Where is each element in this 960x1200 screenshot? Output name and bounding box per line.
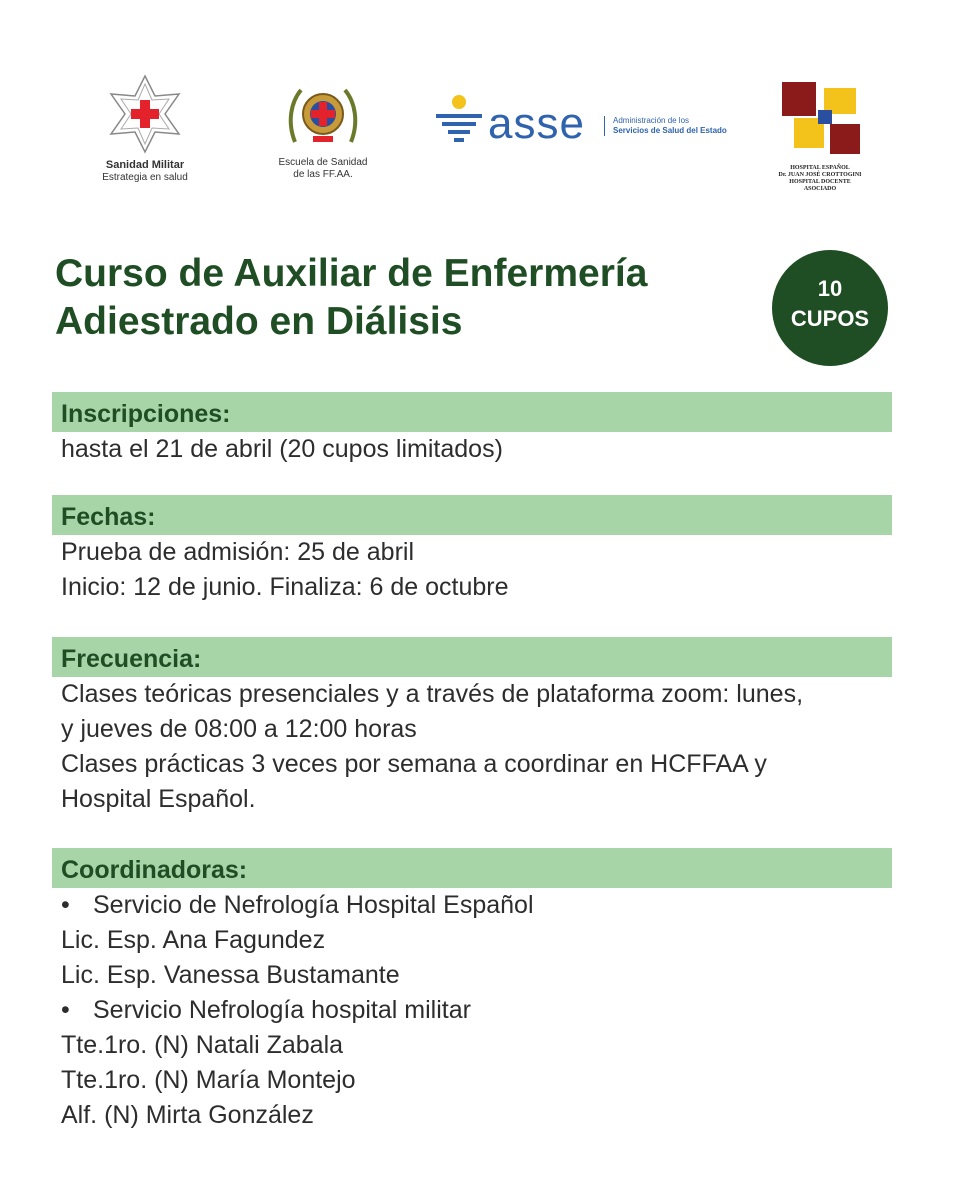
- asse-sun-icon: [434, 94, 484, 150]
- hospital-squares-icon: [778, 80, 862, 160]
- section-coordinadoras: [52, 848, 892, 1133]
- section-line: Alf. (N) Mirta González: [61, 1101, 314, 1129]
- escuela-sanidad-logo: [268, 82, 378, 181]
- section-line: Prueba de admisión: 25 de abril: [61, 538, 415, 566]
- section-line: Inicio: 12 de junio. Finaliza: 6 de octubre: [61, 573, 509, 601]
- asse-wordmark: asse: [488, 99, 585, 148]
- crest-icon: [283, 82, 363, 152]
- section-line: Tte.1ro. (N) María Montejo: [61, 1066, 356, 1094]
- section-line: Lic. Esp. Vanessa Bustamante: [61, 961, 400, 989]
- cupos-number: 10: [817, 276, 843, 301]
- sanidad-militar-logo: [95, 74, 195, 184]
- escuela-line1: Escuela de Sanidad: [278, 157, 368, 168]
- section-heading: Inscripciones:: [52, 392, 892, 432]
- section-line: Lic. Esp. Ana Fagundez: [61, 926, 326, 954]
- asse-subtitle: [604, 116, 727, 136]
- cupos-badge: [772, 250, 888, 366]
- section-frecuencia: [52, 637, 892, 817]
- section-line: Clases teóricas presenciales y a través de plataforma zoom: lunes,: [61, 680, 804, 708]
- asse-subtitle-line2: Servicios de Salud del Estado: [613, 126, 727, 135]
- hospital-espanol-logo: [774, 80, 866, 193]
- sanidad-militar-tagline: Estrategia en salud: [102, 172, 188, 183]
- hospital-line2: Dr. JUAN JOSÉ CROTTOGINI: [778, 172, 862, 178]
- section-line: Hospital Español.: [61, 785, 256, 813]
- star-cross-icon: [105, 74, 185, 154]
- section-line: Tte.1ro. (N) Natali Zabala: [61, 1031, 344, 1059]
- section-line: hasta el 21 de abril (20 cupos limitados): [61, 435, 503, 463]
- bullet-item: • Servicio Nefrología hospital militar: [52, 993, 892, 1028]
- course-title: [55, 250, 775, 346]
- section-inscripciones: [52, 392, 892, 467]
- course-title-line2: Adiestrado en Diálisis: [55, 300, 463, 343]
- section-line: y jueves de 08:00 a 12:00 horas: [61, 715, 417, 743]
- section-heading: Frecuencia:: [52, 637, 892, 677]
- asse-subtitle-line1: Administración de los: [613, 116, 690, 125]
- asse-logo: [434, 94, 734, 154]
- section-line: Clases prácticas 3 veces por semana a coordinar en HCFFAA y: [61, 750, 767, 778]
- cupos-label: CUPOS: [790, 306, 870, 331]
- section-fechas: [52, 495, 892, 605]
- hospital-line1: HOSPITAL ESPAÑOL: [790, 165, 850, 171]
- hospital-line3: HOSPITAL DOCENTE ASOCIADO: [789, 179, 851, 192]
- escuela-line2: de las FF.AA.: [293, 169, 353, 180]
- bullet-item: • Servicio de Nefrología Hospital Español: [52, 888, 892, 923]
- section-heading: Coordinadoras:: [52, 848, 892, 888]
- section-heading: Fechas:: [52, 495, 892, 535]
- logo-row: [0, 70, 960, 200]
- course-title-line1: Curso de Auxiliar de Enfermería: [55, 252, 648, 295]
- sanidad-militar-name: Sanidad Militar: [105, 159, 185, 171]
